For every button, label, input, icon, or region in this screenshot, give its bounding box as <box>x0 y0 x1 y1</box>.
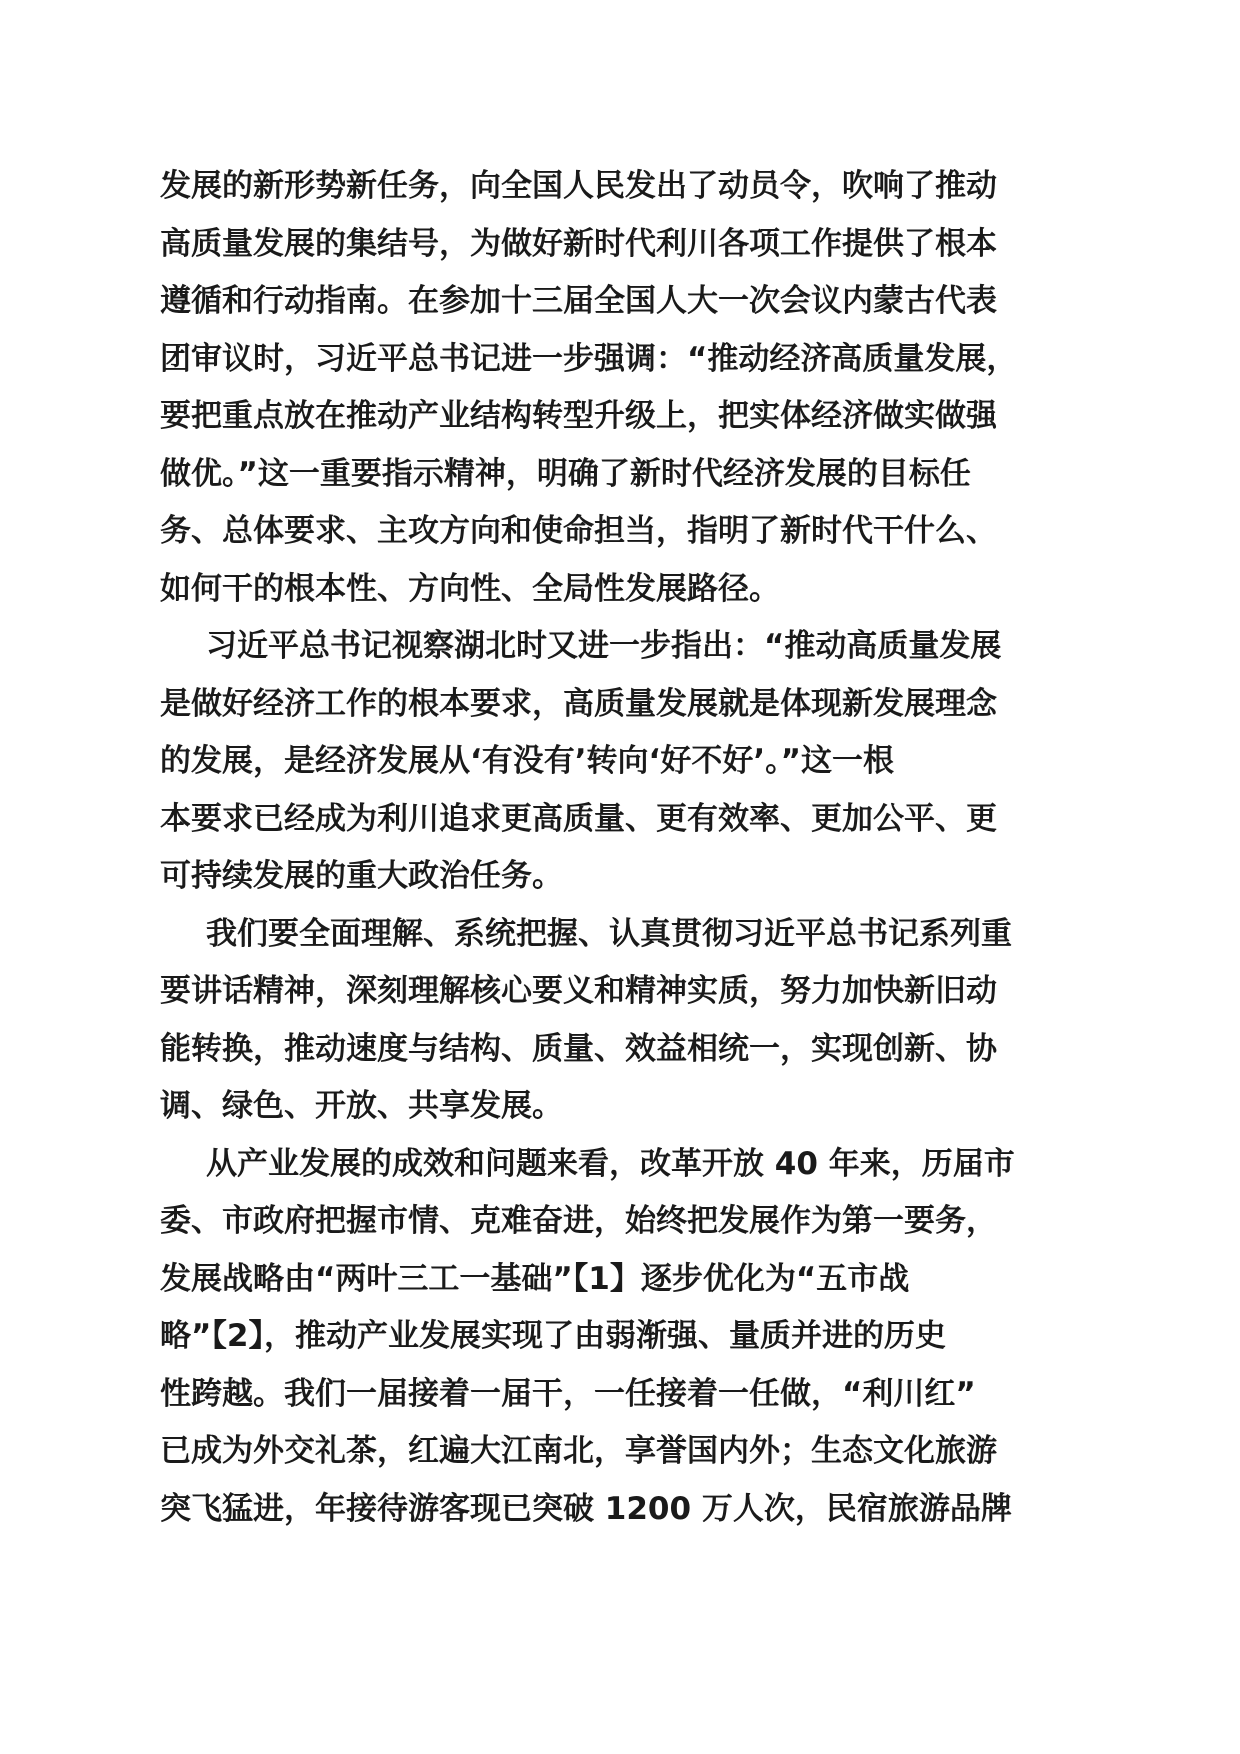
text-line: 发展的新形势新任务，向全国人民发出了动员令，吹响了推动 <box>160 168 997 204</box>
text-line: 调、绿色、开放、共享发展。 <box>160 1088 563 1124</box>
text-line: 委、市政府把握市情、克难奋进，始终把发展作为第一要务， <box>160 1203 997 1239</box>
text-line: 如何干的根本性、方向性、全局性发展路径。 <box>160 570 780 607</box>
text-line: 可持续发展的重大政治任务。 <box>160 858 563 894</box>
text-line: 习近平总书记视察湖北时又进一步指出：“推动高质量发展 <box>206 628 1002 664</box>
text-line: 做优。”这一重要指示精神，明确了新时代经济发展的目标任 <box>160 455 971 492</box>
text-line: 性跨越。我们一届接着一届干，一任接着一任做，“利川红” <box>160 1375 976 1412</box>
text-line: 遵循和行动指南。在参加十三届全国人大一次会议内蒙古代表 <box>160 283 997 319</box>
text-line: 突飞猛进，年接待游客现已突破 1200 万人次，民宿旅游品牌 <box>160 1490 1012 1527</box>
paragraph-4 <box>160 1136 1090 1539</box>
text-line: 的发展，是经济发展从‘有没有’转向‘好不好’。”这一根 <box>160 743 894 779</box>
text-line: 我们要全面理解、系统把握、认真贯彻习近平总书记系列重 <box>206 915 1012 952</box>
paragraph-2 <box>160 618 1090 906</box>
paragraph-3 <box>160 906 1090 1136</box>
text-line: 务、总体要求、主攻方向和使命担当，指明了新时代干什么、 <box>160 513 997 549</box>
paragraph-1 <box>160 158 1090 618</box>
text-line: 高质量发展的集结号，为做好新时代利川各项工作提供了根本 <box>160 225 997 262</box>
text-line: 略”【2】，推动产业发展实现了由弱渐强、量质并进的历史 <box>160 1318 946 1354</box>
text-line: 已成为外交礼茶，红遍大江南北，享誉国内外；生态文化旅游 <box>160 1433 997 1469</box>
text-line: 能转换，推动速度与结构、质量、效益相统一，实现创新、协 <box>160 1030 997 1067</box>
text-line: 本要求已经成为利川追求更高质量、更有效率、更加公平、更 <box>160 800 997 837</box>
text-line: 是做好经济工作的根本要求，高质量发展就是体现新发展理念 <box>160 685 997 722</box>
document-body <box>160 158 1090 1538</box>
text-line: 团审议时，习近平总书记进一步强调：“推动经济高质量发展， <box>160 340 1018 377</box>
text-line: 从产业发展的成效和问题来看，改革开放 40 年来，历届市 <box>206 1145 1015 1182</box>
text-line: 要把重点放在推动产业结构转型升级上，把实体经济做实做强 <box>160 398 997 434</box>
text-line: 要讲话精神，深刻理解核心要义和精神实质，努力加快新旧动 <box>160 973 997 1009</box>
text-line: 发展战略由“两叶三工一基础”【1】逐步优化为“五市战 <box>160 1260 910 1297</box>
